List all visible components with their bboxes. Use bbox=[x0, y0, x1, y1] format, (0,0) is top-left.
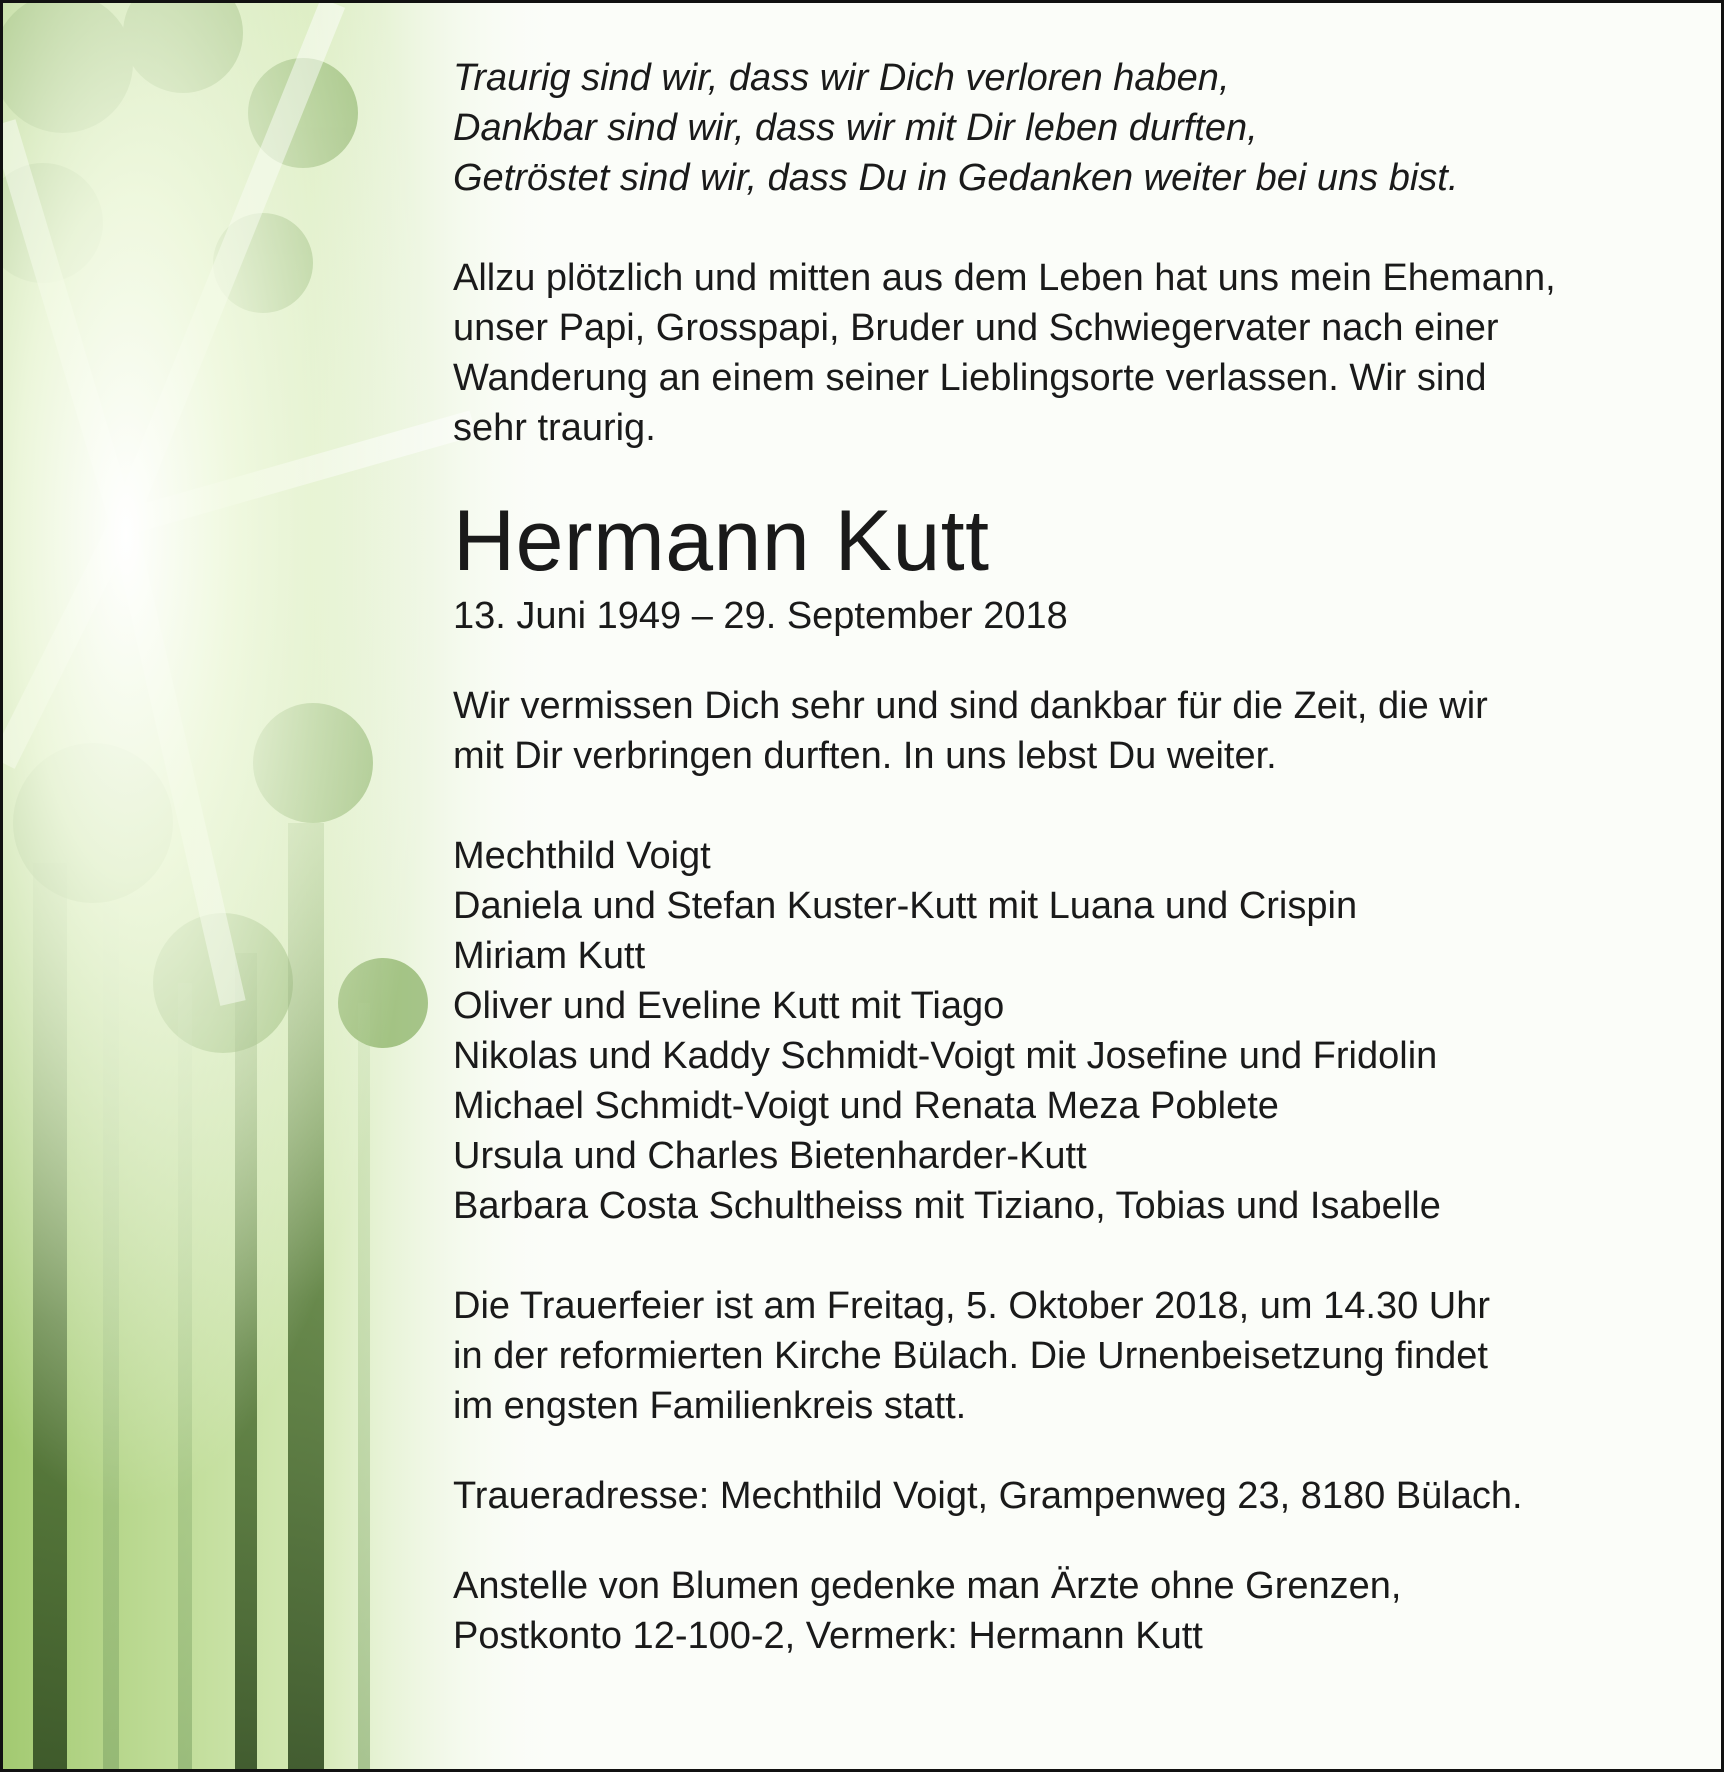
family-member: Nikolas und Kaddy Schmidt-Voigt mit Josefine und Fridolin bbox=[453, 1035, 1438, 1077]
donation-paragraph bbox=[453, 1561, 1683, 1661]
family-member: Mechthild Voigt bbox=[453, 835, 711, 877]
intro-line: sehr traurig. bbox=[453, 407, 656, 449]
family-member: Oliver und Eveline Kutt mit Tiago bbox=[453, 985, 1005, 1027]
intro-paragraph bbox=[453, 253, 1683, 453]
intro-line: unser Papi, Grosspapi, Bruder und Schwiegervater nach einer bbox=[453, 307, 1499, 349]
family-member: Barbara Costa Schultheiss mit Tiziano, Tobias und Isabelle bbox=[453, 1185, 1441, 1227]
ceremony-line: Die Trauerfeier ist am Freitag, 5. Oktober 2018, um 14.30 Uhr bbox=[453, 1285, 1491, 1327]
intro-line: Allzu plötzlich und mitten aus dem Leben hat uns mein Ehemann, bbox=[453, 257, 1556, 299]
intro-line: Wanderung an einem seiner Lieblingsorte verlassen. Wir sind bbox=[453, 357, 1487, 399]
poem-line: Traurig sind wir, dass wir Dich verloren haben, bbox=[453, 57, 1230, 99]
life-dates: 13. Juni 1949 – 29. September 2018 bbox=[453, 595, 1068, 637]
donation-line: Postkonto 12-100-2, Vermerk: Hermann Kutt bbox=[453, 1615, 1203, 1657]
ceremony-line: in der reformierten Kirche Bülach. Die Urnenbeisetzung findet bbox=[453, 1335, 1488, 1377]
family-member: Ursula und Charles Bietenharder-Kutt bbox=[453, 1135, 1087, 1177]
ceremony-paragraph bbox=[453, 1281, 1683, 1431]
family-member: Daniela und Stefan Kuster-Kutt mit Luana und Crispin bbox=[453, 885, 1358, 927]
deceased-name: Hermann Kutt bbox=[453, 493, 990, 589]
poem bbox=[453, 53, 1683, 203]
remembrance-line: Wir vermissen Dich sehr und sind dankbar für die Zeit, die wir bbox=[453, 685, 1488, 727]
remembrance-paragraph bbox=[453, 681, 1683, 781]
donation-line: Anstelle von Blumen gedenke man Ärzte ohne Grenzen, bbox=[453, 1565, 1402, 1607]
poem-line: Getröstet sind wir, dass Du in Gedanken weiter bei uns bist. bbox=[453, 157, 1459, 199]
remembrance-line: mit Dir verbringen durften. In uns lebst Du weiter. bbox=[453, 735, 1277, 777]
ceremony-line: im engsten Familienkreis statt. bbox=[453, 1385, 967, 1427]
poem-line: Dankbar sind wir, dass wir mit Dir leben durften, bbox=[453, 107, 1258, 149]
family-member: Michael Schmidt-Voigt und Renata Meza Poblete bbox=[453, 1085, 1279, 1127]
mourning-address bbox=[453, 1471, 1683, 1521]
obituary-text bbox=[453, 53, 1683, 1661]
family-member: Miriam Kutt bbox=[453, 935, 646, 977]
family-list bbox=[453, 831, 1683, 1231]
address-line: Traueradresse: Mechthild Voigt, Grampenweg 23, 8180 Bülach. bbox=[453, 1475, 1523, 1517]
